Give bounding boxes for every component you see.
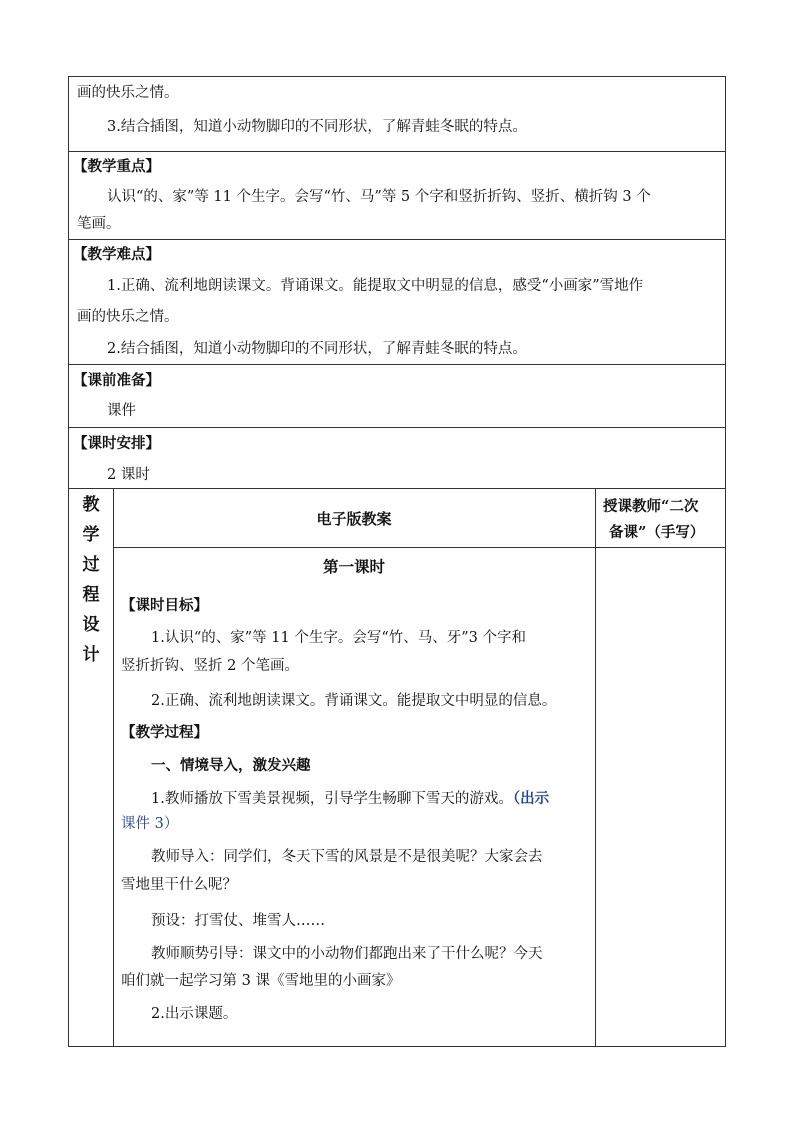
courseware-note: 课件 3） [121,816,179,832]
preparation-section [69,365,725,428]
text-line: 2.结合插图，知道小动物脚印的不同形状，了解青蛙冬眠的特点。 [107,341,527,357]
electronic-lesson-plan [113,547,595,1046]
text-line: 笔画。 [77,216,121,232]
text-line: 竖折折钩、竖折 2 个笔画。 [121,658,299,674]
section-heading: 【教学重点】 [73,158,160,175]
key-points-section [69,152,725,240]
text-line: 教师顺势引导：课文中的小动物们都跑出来了干什么呢？今天 [151,946,543,962]
section-heading: 【课时安排】 [73,435,160,452]
difficulties-section [69,240,725,365]
column-header-side: 备课”（手写） [609,524,705,541]
section-heading: 【教学过程】 [121,724,208,741]
process-section [69,489,725,1046]
text-line: 认识“的、家”等 11 个生字。会写“竹、马”等 5 个字和竖折折钩、竖折、横折钩 3 个 [107,189,651,205]
vertical-char: 设 [82,615,100,635]
vertical-char: 学 [82,525,100,545]
text-line: 1.认识“的、家”等 11 个生字。会写“竹、马、牙”3 个字和 [151,630,526,646]
text-line: 咱们就一起学习第 3 课《雪地里的小画家》 [121,973,401,989]
text-line: 教师导入：同学们，冬天下雪的风景是不是很美呢？大家会去 [151,849,543,865]
column-header-side: 授课教师“二次 [603,498,699,515]
text-line: 雪地里干什么呢？ [121,877,237,893]
section-heading: 【课前准备】 [73,372,160,389]
text-line: 预设：打雪仗、堆雪人…… [151,913,325,929]
text-line: 课件 [107,403,136,419]
text-line: 画的快乐之情。 [77,85,179,101]
text-span: 1.教师播放下雪美景视频，引导学生畅聊下雪天的游戏。 [151,791,513,807]
courseware-note: （出示 [512,790,550,807]
section-heading: 【教学难点】 [73,246,160,263]
text-line: 2.出示课题。 [151,1006,238,1022]
text-line: 3.结合插图，知道小动物脚印的不同形状，了解青蛙冬眠的特点。 [107,119,527,135]
vertical-char: 过 [82,555,100,575]
text-line: 1.正确、流利地朗读课文。背诵课文。能提取文中明显的信息，感受“小画家”雪地作 [107,278,644,294]
vertical-char: 教 [82,495,100,515]
text-line: 2.正确、流利地朗读课文。背诵课文。能提取文中明显的信息。 [151,693,557,709]
schedule-section [69,428,725,489]
column-header-main: 电子版教案 [316,510,392,528]
text-line: 2 课时 [107,467,150,483]
vertical-char: 计 [82,645,100,665]
vertical-char: 程 [82,585,100,605]
text-line [151,790,549,808]
section-heading: 【课时目标】 [121,597,208,614]
lesson-title: 第一课时 [322,557,385,576]
step-heading: 一、情境导入，激发兴趣 [151,757,311,774]
text-line: 画的快乐之情。 [77,309,179,325]
lesson-plan-table [68,76,726,1047]
teacher-notes-column[interactable] [596,548,725,1046]
objectives-continuation [69,77,725,152]
